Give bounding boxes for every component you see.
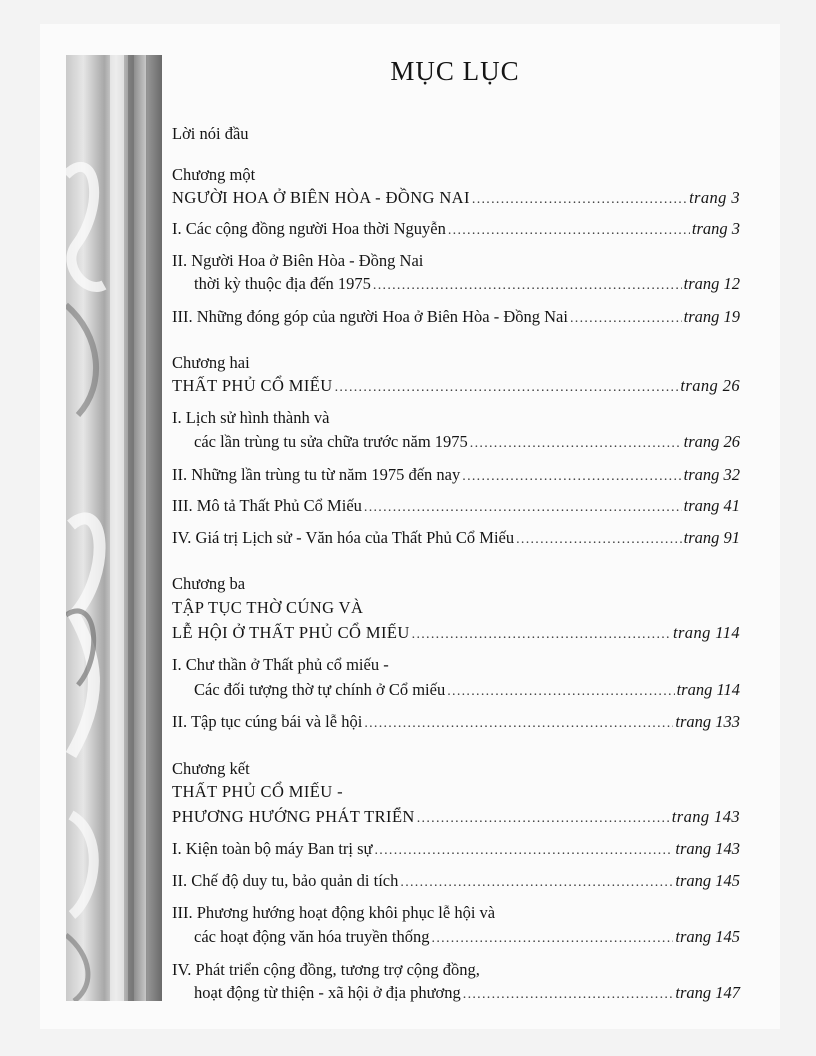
entry-title: III. Phương hướng hoạt động khôi phục lễ hội và (172, 903, 496, 922)
page-ref: trang 147 (675, 983, 740, 1002)
entry-title-continued: thời kỳ thuộc địa đến 1975 (194, 274, 371, 293)
dot-leader (447, 684, 674, 700)
entry-title: I. Kiện toàn bộ máy Ban trị sự (172, 839, 373, 858)
page-ref: trang 19 (683, 307, 740, 326)
toc-entry (172, 496, 740, 518)
entry-title: I. Các cộng đồng người Hoa thời Nguyễn (172, 219, 446, 238)
page-ref: trang 143 (675, 839, 740, 858)
entry-title: III. Mô tả Thất Phủ Cổ Miếu (172, 496, 362, 515)
chapter-label: Chương kết (172, 759, 250, 778)
dot-leader (417, 811, 670, 827)
page-ref: trang 114 (672, 623, 740, 642)
chapter-heading-entry (172, 623, 740, 645)
entry-title: I. Lịch sử hình thành và (172, 408, 330, 427)
entry-title: II. Tập tục cúng bái và lễ hội (172, 712, 363, 731)
chapter-heading: THẤT PHỦ CỔ MIẾU (172, 376, 333, 395)
dot-leader (470, 436, 682, 452)
page-ref: trang 145 (675, 927, 740, 946)
page-title: MỤC LỤC (390, 56, 520, 86)
toc-entry (172, 871, 740, 893)
page-ref: trang 26 (683, 432, 740, 451)
dot-leader (335, 380, 679, 396)
dot-leader (448, 223, 690, 239)
preface-entry: Lời nói đầu (172, 124, 249, 143)
page-ref: trang 114 (676, 680, 740, 699)
dot-leader (472, 192, 687, 208)
chapter-heading-entry (172, 376, 740, 398)
page-ref: trang 41 (683, 496, 740, 515)
toc-entry (172, 307, 740, 329)
carved-ornament-graphic (66, 55, 162, 1001)
dot-leader (364, 500, 682, 516)
dot-leader (400, 875, 673, 891)
toc-entry (172, 839, 740, 861)
page-ref: trang 91 (683, 528, 740, 547)
dot-leader (463, 987, 674, 1003)
toc-entry (172, 712, 740, 734)
entry-title-continued: Các đối tượng thờ tự chính ở Cổ miếu (194, 680, 446, 699)
entry-title: IV. Phát triển cộng đồng, tương trợ cộng đồng, (172, 960, 480, 979)
page-ref: trang 3 (691, 219, 740, 238)
entry-title-continued: các hoạt động văn hóa truyền thống (194, 927, 430, 946)
page-ref: trang 145 (675, 871, 740, 890)
chapter-label: Chương hai (172, 353, 250, 372)
entry-title: II. Những lần trùng tu từ năm 1975 đến nay (172, 465, 461, 484)
chapter-label: Chương một (172, 165, 256, 184)
toc-entry (194, 680, 740, 702)
dot-leader (375, 843, 674, 859)
toc-entry (194, 983, 740, 1005)
entry-title-continued: hoạt động từ thiện - xã hội ở địa phương (194, 983, 461, 1002)
chapter-heading: THẤT PHỦ CỔ MIẾU - (172, 782, 343, 801)
dot-leader (364, 716, 673, 732)
dot-leader (432, 931, 674, 947)
page-ref: trang 143 (671, 807, 740, 826)
page-ref: trang 26 (680, 376, 740, 395)
page-ref: trang 133 (675, 712, 740, 731)
ornamental-border-image (66, 55, 162, 1001)
toc-entry (172, 219, 740, 241)
chapter-heading: TẬP TỤC THỜ CÚNG VÀ (172, 598, 364, 617)
chapter-heading-entry (172, 188, 740, 210)
page-ref: trang 12 (683, 274, 740, 293)
toc-entry (194, 274, 740, 296)
toc-entry (194, 927, 740, 949)
page-ref: trang 32 (683, 465, 740, 484)
toc-entry (194, 432, 740, 454)
entry-title: IV. Giá trị Lịch sử - Văn hóa của Thất Phủ Cổ Miếu (172, 528, 515, 547)
dot-leader (373, 278, 682, 294)
chapter-heading-continued: PHƯƠNG HƯỚNG PHÁT TRIỂN (172, 807, 415, 826)
page-ref: trang 3 (689, 188, 740, 207)
entry-title-continued: các lần trùng tu sửa chữa trước năm 1975 (194, 432, 468, 451)
dot-leader (570, 311, 682, 327)
dot-leader (462, 469, 681, 485)
toc-entry (172, 465, 740, 487)
entry-title: II. Người Hoa ở Biên Hòa - Đồng Nai (172, 251, 424, 270)
entry-title: III. Những đóng góp của người Hoa ở Biên Hòa - Đồng Nai (172, 307, 568, 326)
toc-entry (172, 528, 740, 550)
chapter-label: Chương ba (172, 574, 246, 593)
dot-leader (516, 532, 682, 548)
chapter-heading-continued: LỄ HỘI Ở THẤT PHỦ CỔ MIẾU (172, 623, 410, 642)
entry-title: II. Chế độ duy tu, bảo quản di tích (172, 871, 399, 890)
dot-leader (412, 627, 671, 643)
chapter-heading: NGƯỜI HOA Ở BIÊN HÒA - ĐỒNG NAI (172, 188, 470, 207)
chapter-heading-entry (172, 807, 740, 829)
entry-title: I. Chư thần ở Thất phủ cổ miếu - (172, 655, 389, 674)
